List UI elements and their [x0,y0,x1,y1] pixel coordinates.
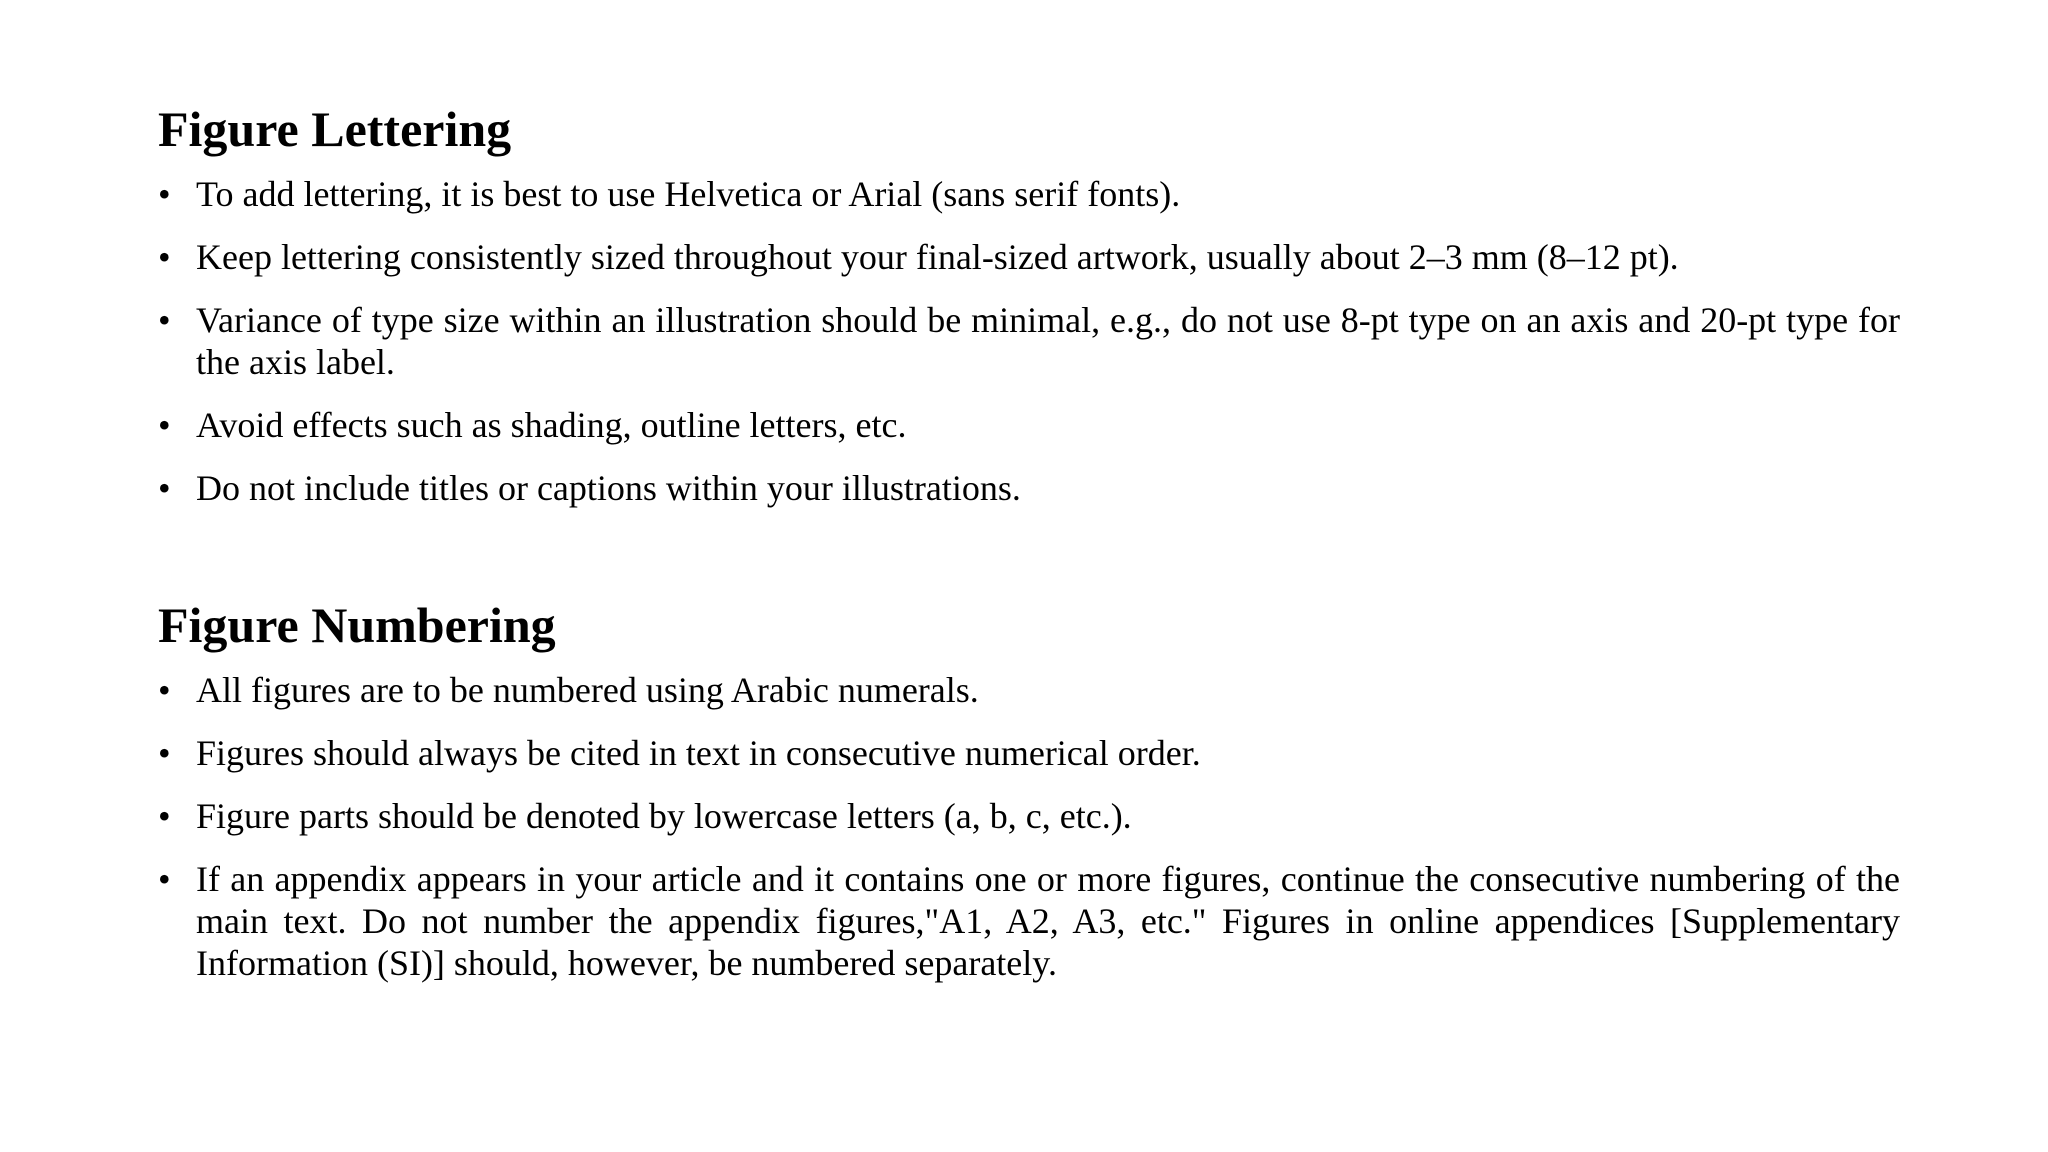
bullet-list [158,173,1900,509]
bullet-icon: • [158,670,171,710]
section-figure-lettering [158,98,1900,509]
bullet-icon: • [158,405,171,445]
list-item [158,404,1900,446]
list-item [158,669,1900,711]
list-item [158,173,1900,215]
list-item [158,732,1900,774]
bullet-icon: • [158,237,171,277]
list-item [158,858,1900,984]
bullet-icon: • [158,174,171,214]
bullet-icon: • [158,859,171,899]
list-item-text: Figures should always be cited in text in consecutive numerical order. [196,733,1201,773]
section-figure-numbering [158,594,1900,984]
list-item [158,467,1900,509]
list-item-text: Do not include titles or captions within your illustrations. [196,468,1021,508]
bullet-icon: • [158,300,171,340]
list-item-text: Variance of type size within an illustration should be minimal, e.g., do not use 8-pt type on an axis and 20-pt type for the axis label. [196,300,1900,382]
list-item [158,236,1900,278]
list-item [158,299,1900,383]
bullet-list [158,669,1900,984]
list-item-text: Avoid effects such as shading, outline letters, etc. [196,405,907,445]
list-item-text: Keep lettering consistently sized throughout your final-sized artwork, usually about 2–3 mm (8–12 pt). [196,237,1679,277]
list-item-text: To add lettering, it is best to use Helvetica or Arial (sans serif fonts). [196,174,1181,214]
list-item-text: If an appendix appears in your article and it contains one or more figures, continue the consecutive numbering of the main text. Do not number the appendix figures,"A1, A2, A3, etc." Figures in online appendices [Supplementary Information (SI)] should, however, be numbered separately. [196,859,1900,983]
list-item-text: All figures are to be numbered using Arabic numerals. [196,670,979,710]
list-item-text: Figure parts should be denoted by lowercase letters (a, b, c, etc.). [196,796,1132,836]
bullet-icon: • [158,733,171,773]
bullet-icon: • [158,796,171,836]
section-heading: Figure Numbering [158,597,556,653]
section-heading: Figure Lettering [158,101,512,157]
list-item [158,795,1900,837]
bullet-icon: • [158,468,171,508]
